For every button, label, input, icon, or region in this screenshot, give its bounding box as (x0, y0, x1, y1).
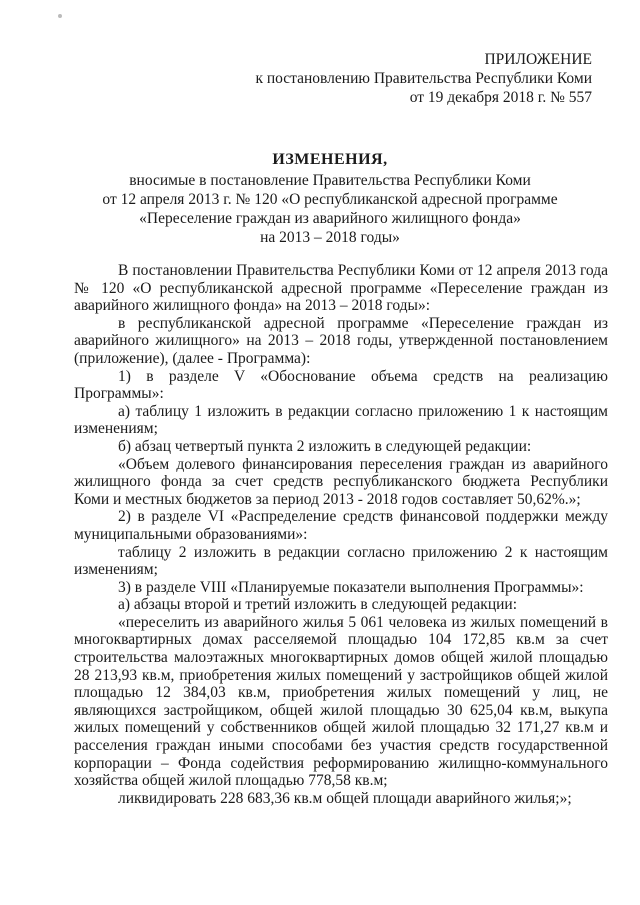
body-line: а) абзацы второй и третий изложить в следующей редакции: (118, 596, 518, 614)
body-line: «переселить из аварийного жилья 5 061 человека из жилых помещений в (118, 613, 608, 631)
body-line: жилищного фонда за счет средств республиканского бюджета Республики (74, 473, 608, 491)
body-line: строительства малоэтажных многоквартирных домов общей жилой площадью (74, 649, 608, 667)
title-line: «Переселение граждан из аварийного жилищного фонда» (139, 210, 521, 227)
title-line: от 12 апреля 2013 г. № 120 «О республиканской адресной программе (102, 191, 558, 208)
body-line: 3) в разделе VIII «Планируемые показатели выполнения Программы»: (118, 578, 584, 596)
body-line: 1) в разделе V «Обоснование объема средств на реализацию (118, 367, 608, 385)
appendix-label: ПРИЛОЖЕНИЕ (484, 51, 592, 68)
body-line: 2) в разделе VI «Распределение средств финансовой поддержки между (118, 508, 608, 526)
body-line: в республиканской адресной программе «Переселение граждан из (118, 314, 608, 332)
document-body (74, 262, 608, 807)
body-line: В постановлении Правительства Республики Коми от 12 апреля 2013 года (118, 262, 608, 279)
body-line: аварийного жилищного фонда» на 2013 – 2018 годы»: (74, 297, 431, 315)
body-line: изменениям; (74, 561, 158, 579)
body-line: Коми и местных бюджетов за период 2013 - 2018 годов составляет 50,62%.»; (74, 490, 581, 508)
body-line: аварийного жилищного» на 2013 – 2018 годы, утвержденной постановлением (74, 332, 608, 350)
title-line: вносимые в постановление Правительства Республики Коми (129, 172, 531, 189)
body-line: «Объем долевого финансирования переселения граждан из аварийного (118, 455, 608, 473)
document-title (60, 150, 600, 247)
body-line: корпорации – Фонда содействия реформированию жилищно-коммунального (74, 754, 608, 772)
appendix-header (232, 50, 592, 107)
body-line: Программы»: (74, 385, 164, 403)
body-line: жилых помещений у собственников общей жилой площадью 32 171,27 кв.м и (74, 719, 608, 737)
appendix-date: от 19 декабря 2018 г. № 557 (409, 89, 592, 106)
body-line: (приложение), (далее - Программа): (74, 349, 311, 367)
body-line: площадью 12 384,03 кв.м, приобретения жилых помещений у лиц, не (74, 684, 608, 702)
body-line: таблицу 2 изложить в редакции согласно приложению 2 к настоящим (118, 543, 608, 561)
title-line: на 2013 – 2018 годы» (260, 229, 400, 246)
body-line: № 120 «О республиканской адресной программе «Переселение граждан из (74, 279, 608, 297)
title-main: ИЗМЕНЕНИЯ, (272, 151, 388, 168)
body-line: хозяйства общей жилой площадью 778,58 кв.м; (74, 772, 388, 790)
body-line: расселения граждан иными способами без участия средств государственной (74, 737, 608, 755)
body-line: изменениям; (74, 420, 158, 438)
body-line: муниципальными образованиями»: (74, 525, 308, 543)
body-line: 28 213,93 кв.м, приобретения жилых помещений у застройщиков общей жилой (74, 666, 608, 684)
body-line: являющихся застройщиком, общей жилой площадью 30 625,04 кв.м, выкупа (74, 701, 608, 719)
body-line: а) таблицу 1 изложить в редакции согласно приложению 1 к настоящим (118, 402, 608, 420)
appendix-reference: к постановлению Правительства Республики Коми (255, 70, 592, 87)
body-line: многоквартирных домах расселяемой площадью 104 172,85 кв.м за счет (74, 631, 608, 649)
body-line: ликвидировать 228 683,36 кв.м общей площади аварийного жилья;»; (118, 789, 572, 807)
scan-speck (58, 14, 62, 18)
body-line: б) абзац четвертый пункта 2 изложить в следующей редакции: (118, 437, 532, 455)
